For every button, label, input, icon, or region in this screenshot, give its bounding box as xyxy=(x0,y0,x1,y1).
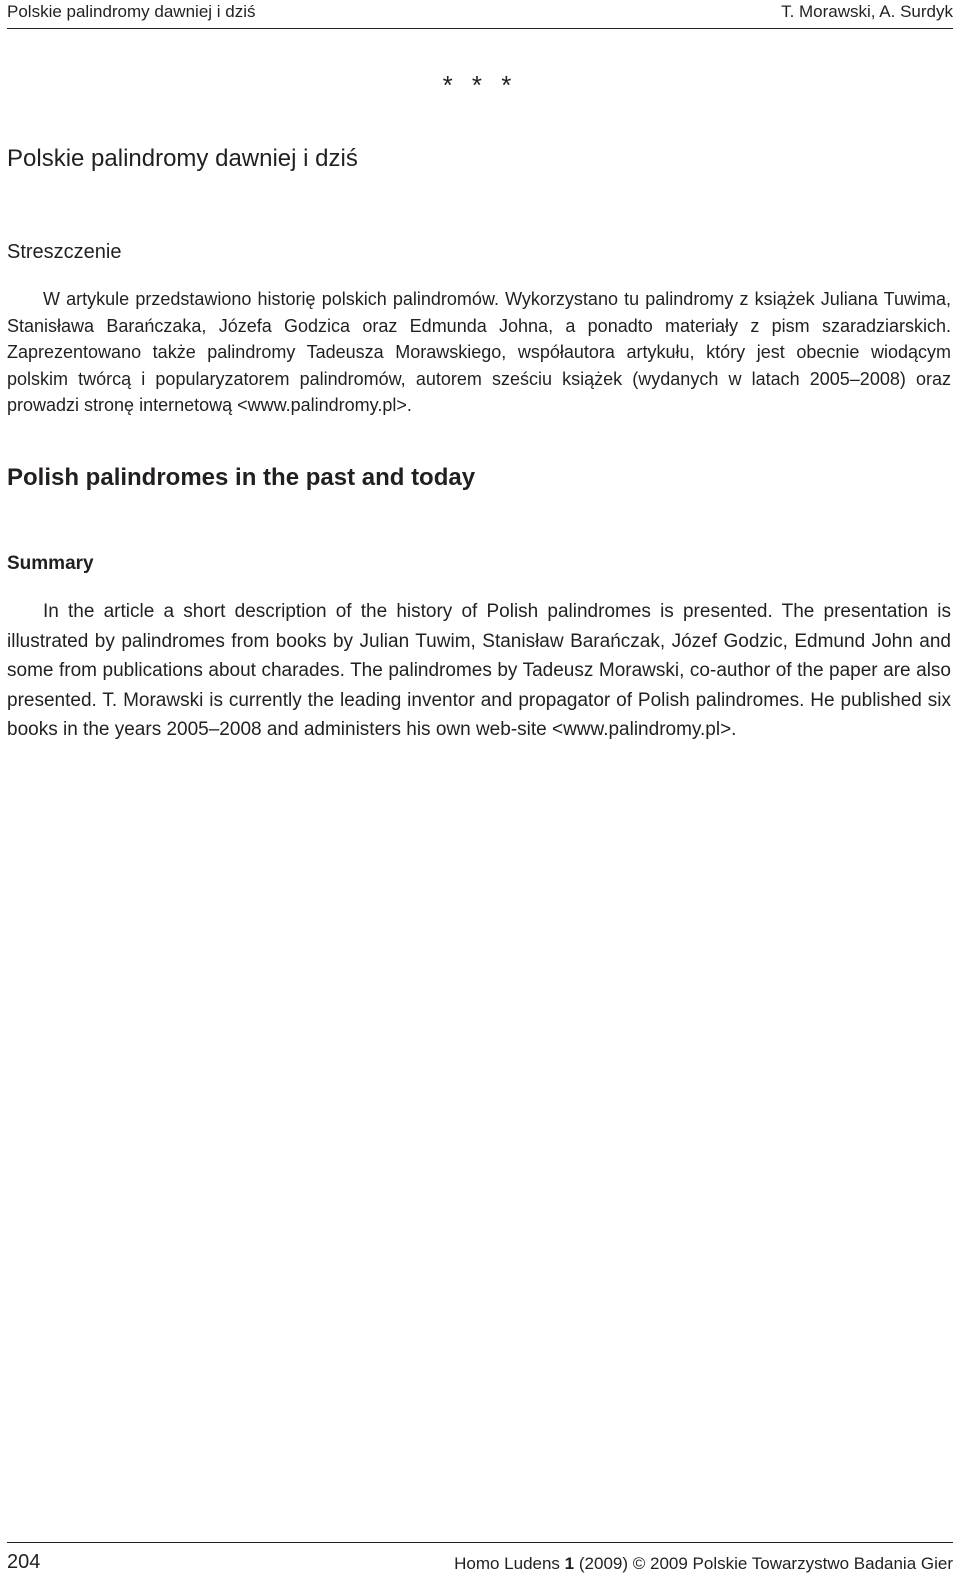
running-header-title: Polskie palindromy dawniej i dziś xyxy=(7,2,256,21)
page-number: 204 xyxy=(7,1551,41,1573)
article-title-polish: Polskie palindromy dawniej i dziś xyxy=(7,145,358,172)
journal-copyright: (2009) © 2009 Polskie Towarzystwo Badania Gier xyxy=(578,1554,953,1573)
page-footer xyxy=(7,1542,953,1577)
journal-name: Homo Ludens xyxy=(454,1554,560,1573)
journal-volume: 1 xyxy=(564,1554,575,1573)
running-header xyxy=(7,0,953,29)
journal-citation xyxy=(454,1554,953,1574)
summary-text-english: In the article a short description of the history of Polish palindromes is presented. The presentation is illustrated by palindromes from books by Julian Tuwim, Stanisław Barańczak, Józef Godzic, Edmund John and some from publications about charades. The palindromes by Tadeusz Morawski, co-author of the paper are also presented. T. Morawski is currently the leading inventor and propagator of Polish palindromes. He published six books in the years 2005–2008 and administers his own web-site <www.palindromy.pl>. xyxy=(7,601,951,740)
abstract-heading-polish: Streszczenie xyxy=(7,241,122,263)
article-title-english: Polish palindromes in the past and today xyxy=(7,464,476,491)
abstract-text-polish: W artykule przedstawiono historię polskich palindromów. Wykorzystano tu palindromy z książek Juliana Tuwima, Stanisława Barańczaka, Józefa Godzica oraz Edmunda Johna, a ponadto materiały z pism szaradziarskich. Zaprezentowano także palindromy Tadeusza Morawskiego, współautora artykułu, który jest obecnie wiodącym polskim twórcą i popularyzatorem palindromów, autorem sześciu książek (wydanych w latach 2005–2008) oraz prowadzi stronę internetową <www.palindromy.pl>. xyxy=(7,289,951,416)
running-header-authors: T. Morawski, A. Surdyk xyxy=(781,2,953,21)
section-separator: * * * xyxy=(442,70,518,100)
summary-heading-english: Summary xyxy=(7,553,94,574)
